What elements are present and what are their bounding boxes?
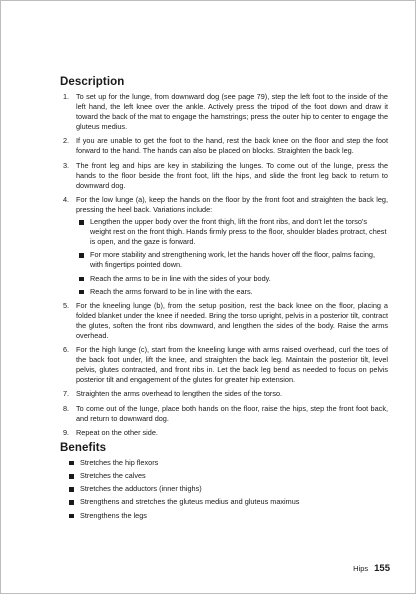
step-number: 8. [63, 403, 70, 413]
step-text: For the high lunge (c), start from the kneeling lunge with arms raised overhead, curl the toes of the back foot under, lift the knee, and straighten the back leg. Maintain the posterior tilt, level pelvis, glutes contracted, and front ribs in. Let the back leg bend as needed to focus on pelvis posterior tilt and engagement of the glutes for greater hip extension. [76, 345, 388, 385]
variation-text: Reach the arms to be in line with the sides of your body. [90, 273, 271, 283]
step-number: 3. [63, 160, 70, 170]
square-bullet-icon [69, 461, 74, 466]
square-bullet-icon [69, 500, 74, 505]
variation-text: For more stability and strengthening work, let the hands hover off the floor, palms facing, with fingertips pointed down. [90, 250, 376, 270]
step-item [60, 136, 388, 156]
benefit-item [66, 511, 388, 521]
benefit-item [66, 458, 388, 468]
step-text: For the kneeling lunge (b), from the setup position, rest the back knee on the floor, placing a folded blanket under the knee if needed. Bring the torso upright, pelvis in a posterior tilt, contract the glutes, soften the front ribs downward, and lengthen the sides of the body. Raise the arms overhead. [76, 300, 388, 340]
step-text: To come out of the lunge, place both hands on the floor, raise the hips, step the front foot back, and return to downward dog. [76, 403, 388, 423]
step-number: 2. [63, 136, 70, 146]
benefit-text: Strengthens the legs [80, 510, 147, 520]
benefits-heading: Benefits [60, 441, 107, 454]
square-bullet-icon [79, 220, 84, 225]
square-bullet-icon [69, 474, 74, 479]
step-item [60, 301, 388, 341]
step-text: Straighten the arms overhead to lengthen the sides of the torso. [76, 389, 283, 399]
step-number: 7. [63, 389, 70, 399]
variation-item [76, 287, 388, 297]
step-item [60, 345, 388, 385]
variation-text: Lengthen the upper body over the front thigh, lift the front ribs, and don't let the torso's weight rest on the front thigh. Hands firmly press to the floor, shoulder blades protract, chest is open, and the gaze is forward. [90, 217, 387, 247]
page-number: 155 [374, 563, 390, 574]
square-bullet-icon [69, 487, 74, 492]
step-number: 5. [63, 300, 70, 310]
step-number: 6. [63, 345, 70, 355]
step-item [60, 195, 388, 297]
variation-item [76, 250, 388, 270]
step-text: For the low lunge (a), keep the hands on the floor by the front foot and straighten the back leg, pressing the heel back. Variations include: [76, 194, 388, 214]
description-steps [60, 92, 388, 438]
step-number: 9. [63, 427, 70, 437]
square-bullet-icon [79, 290, 84, 295]
section-label: Hips [353, 564, 369, 573]
variation-item [76, 274, 388, 284]
benefits-list [60, 458, 388, 521]
description-heading: Description [60, 76, 125, 88]
step-item [60, 428, 388, 438]
benefit-text: Stretches the adductors (inner thighs) [80, 484, 202, 494]
page-footer [353, 563, 390, 574]
step-item [60, 92, 388, 132]
square-bullet-icon [79, 277, 84, 282]
step-text: Repeat on the other side. [76, 427, 158, 437]
page-content [60, 76, 388, 524]
variation-item [76, 217, 388, 247]
benefit-item [66, 484, 388, 494]
benefit-item [66, 497, 388, 507]
benefit-text: Strengthens and stretches the gluteus medius and gluteus maximus [80, 497, 300, 507]
step-number: 1. [63, 92, 70, 101]
benefit-text: Stretches the calves [80, 471, 146, 480]
step-item [60, 161, 388, 191]
benefit-item [66, 471, 388, 481]
benefit-text: Stretches the hip flexors [80, 457, 159, 467]
step-text: The front leg and hips are key in stabilizing the lunges. To come out of the lunge, press the hands to the floor beside the front foot, lift the hips, and slide the front leg back to return to downward dog. [76, 160, 388, 190]
step-item [60, 389, 388, 399]
step-text: To set up for the lunge, from downward dog (see page 79), step the left foot to the inside of the left hand, the left knee over the ankle. Actively press the tripod of the foot down and draw it toward the back of the mat to engage the hamstrings; press the outer hip to center to engage the gluteus medius. [76, 92, 388, 132]
square-bullet-icon [69, 514, 74, 519]
step-item [60, 404, 388, 424]
square-bullet-icon [79, 253, 84, 258]
step-text: If you are unable to get the foot to the hand, rest the back knee on the floor and step the foot forward to the hand. The hands can also be placed on blocks. Straighten the back leg. [76, 136, 388, 156]
step-number: 4. [63, 194, 70, 204]
variation-list [76, 217, 388, 297]
variation-text: Reach the arms forward to be in line with the ears. [90, 286, 253, 296]
